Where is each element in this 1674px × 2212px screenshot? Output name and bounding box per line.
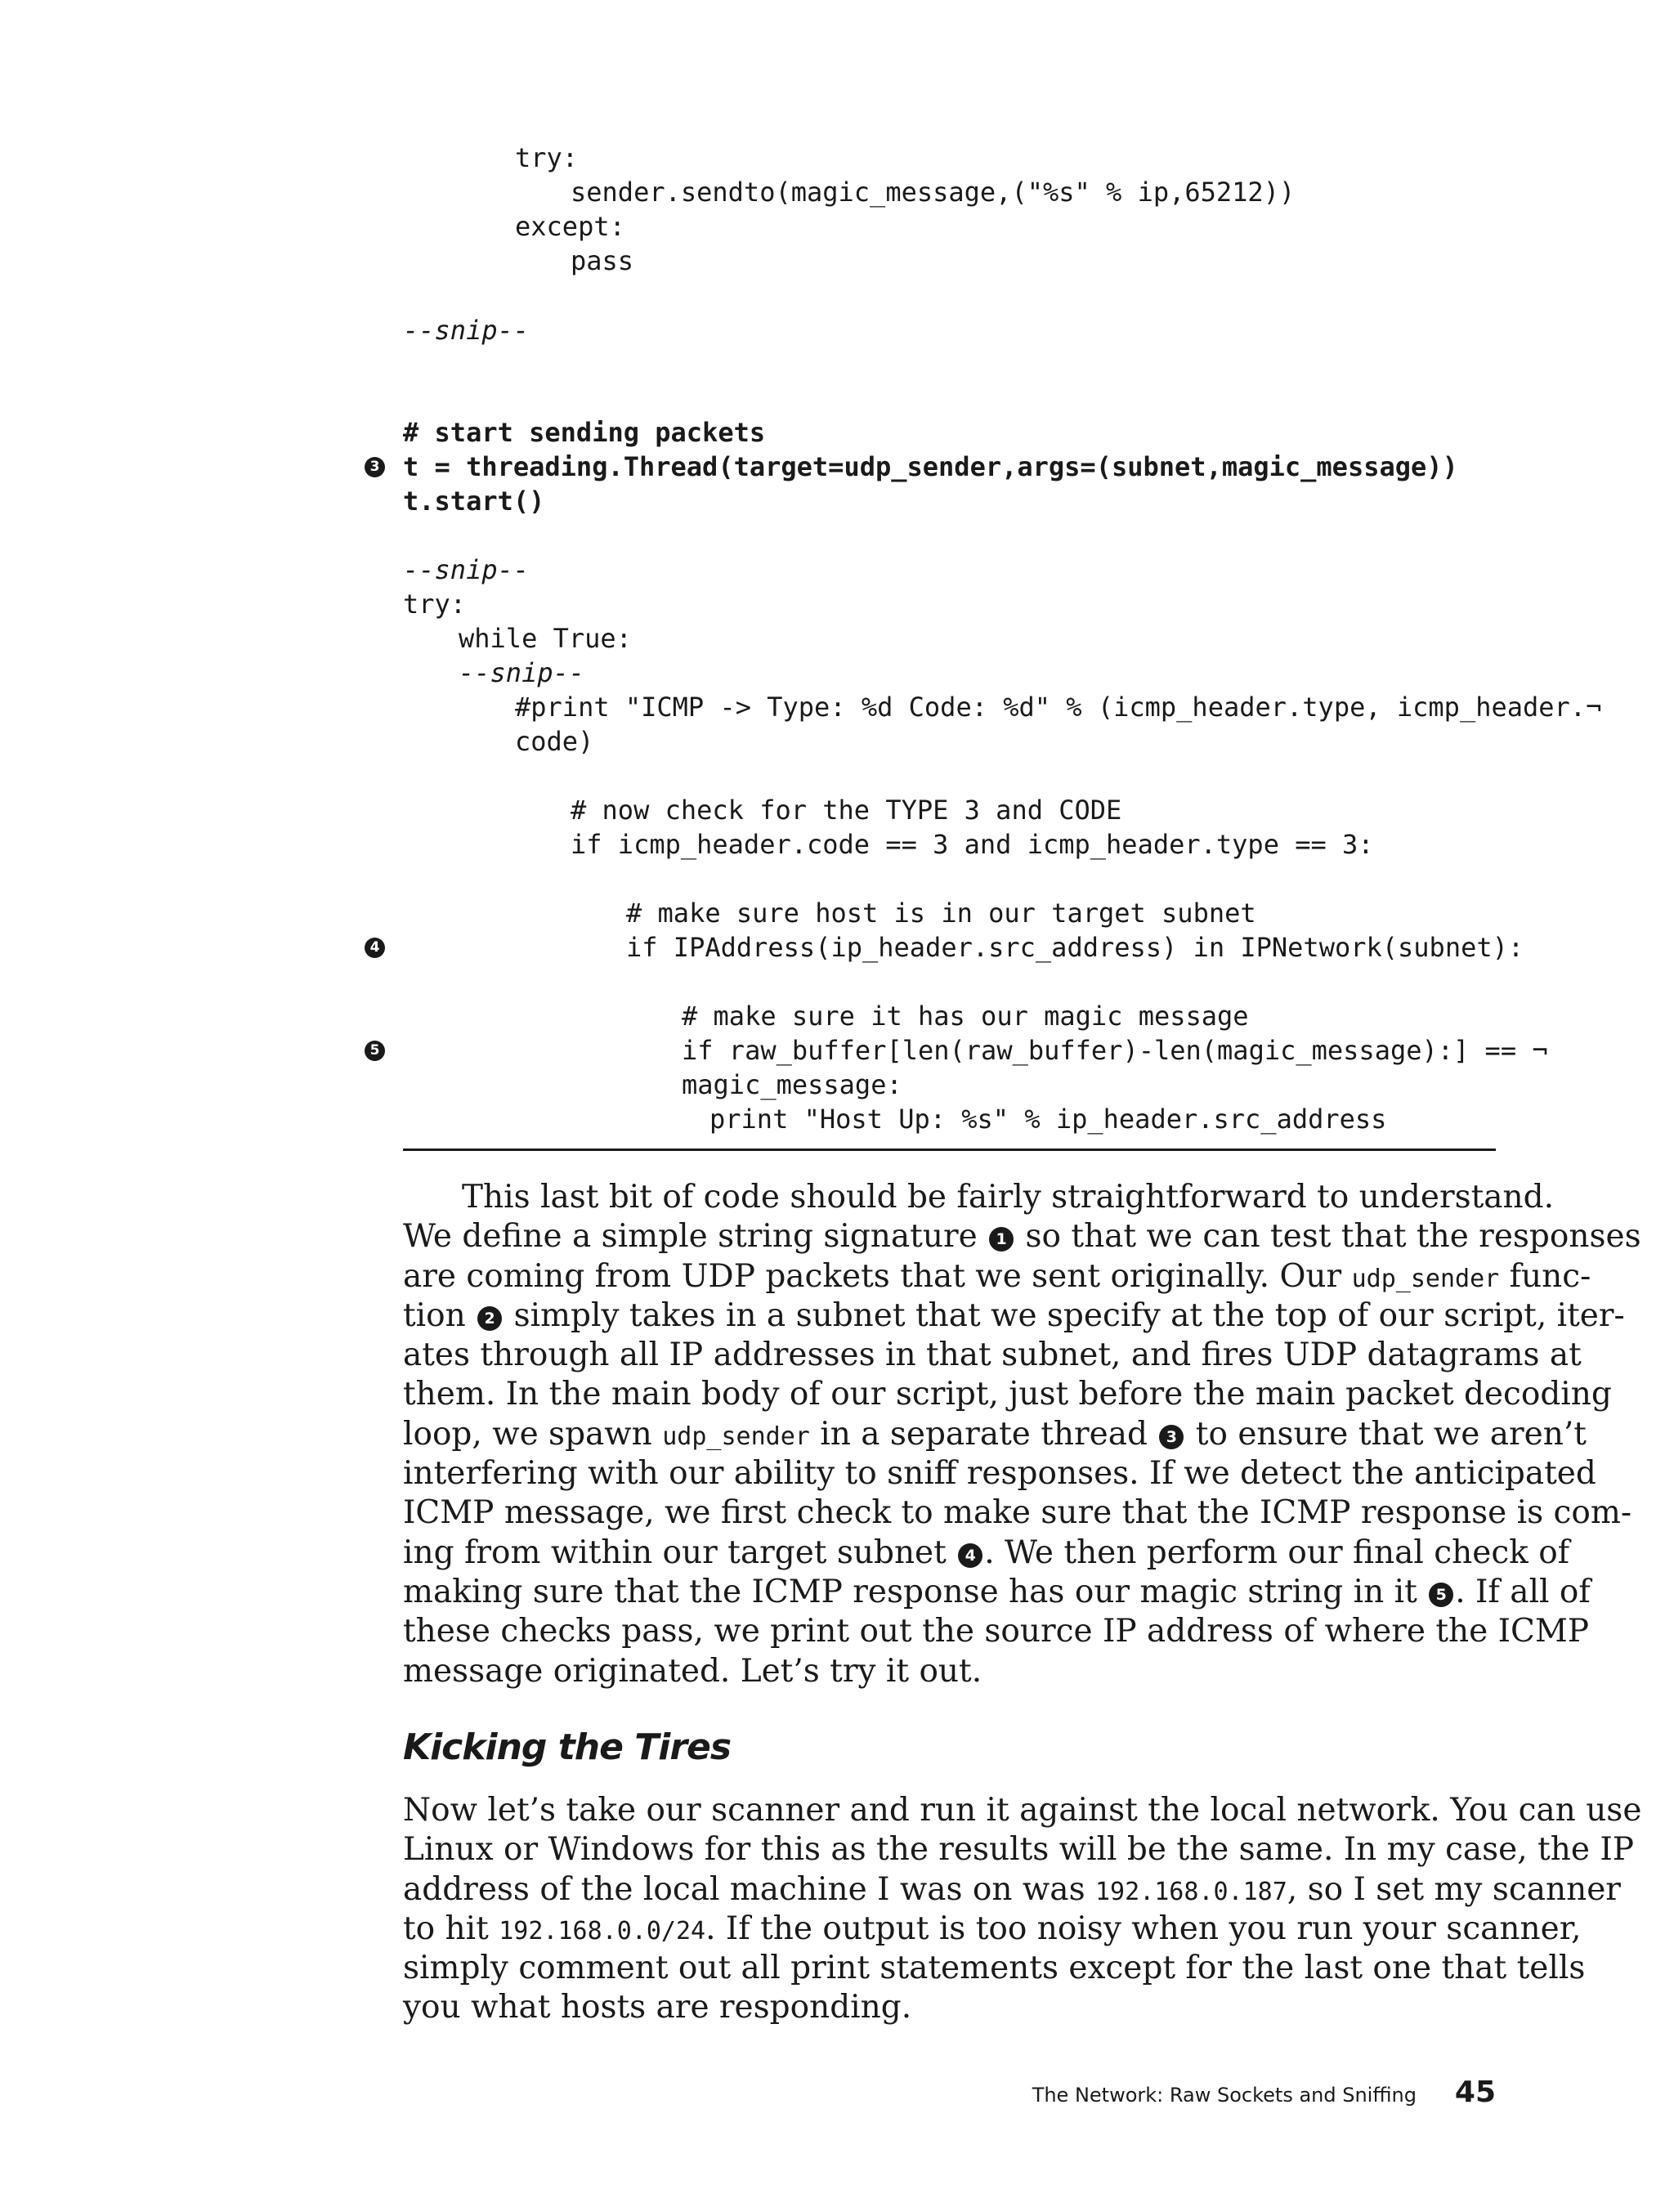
- callout-marker-3: 3: [365, 457, 385, 477]
- code-line: while True:: [459, 623, 632, 654]
- text-line: you what hosts are responding.: [403, 1989, 912, 2026]
- text-line: Now let’s take our scanner and run it against the local network. You can use: [403, 1792, 1642, 1829]
- code-line: t = threading.Thread(target=udp_sender,args=(subnet,magic_message)): [403, 451, 1458, 482]
- code-line: pass: [571, 245, 634, 276]
- text-line: these checks pass, we print out the source IP address of where the ICMP: [403, 1613, 1590, 1650]
- code-divider: [403, 1149, 1496, 1151]
- page-number: 45: [1454, 2075, 1496, 2109]
- snip-marker: --snip--: [459, 657, 585, 688]
- text-line: interfering with our ability to sniff responses. If we detect the anticipated: [403, 1455, 1596, 1493]
- code-line: except:: [515, 211, 625, 242]
- text-line: loop, we spawn udp_sender in a separate thread 3 to ensure that we aren’t: [403, 1415, 1587, 1453]
- section-heading: Kicking the Tires: [403, 1726, 732, 1768]
- code-line: code): [515, 726, 594, 757]
- code-line: if IPAddress(ip_header.src_address) in IPNetwork(subnet):: [626, 932, 1524, 963]
- text-line: to hit 192.168.0.0/24. If the output is too noisy when you run your scanner,: [403, 1910, 1582, 1947]
- inline-code: 192.168.0.0/24: [499, 1916, 706, 1946]
- callout-marker-4: 4: [365, 938, 385, 958]
- text-line: This last bit of code should be fairly straightforward to understand.: [462, 1179, 1555, 1216]
- text-line: ing from within our target subnet 4 . We then perform our final check of: [403, 1534, 1570, 1571]
- code-line: sender.sendto(magic_message,("%s" % ip,65212)): [571, 177, 1296, 208]
- code-line: if raw_buffer[len(raw_buffer)-len(magic_message):] == ¬: [682, 1035, 1548, 1066]
- text-line: Linux or Windows for this as the results will be the same. In my case, the IP: [403, 1831, 1634, 1869]
- text-line: ICMP message, we first check to make sure that the ICMP response is com-: [403, 1494, 1632, 1532]
- code-line: t.start(): [403, 486, 545, 517]
- text-line: making sure that the ICMP response has our magic string in it 5 . If all of: [403, 1573, 1591, 1610]
- code-line: #print "ICMP -> Type: %d Code: %d" % (icmp_header.type, icmp_header.¬: [515, 692, 1602, 723]
- code-line: # make sure host is in our target subnet: [626, 898, 1256, 929]
- code-line: # now check for the TYPE 3 and CODE: [571, 795, 1122, 826]
- text-line: address of the local machine I was on was 192.168.0.187, so I set my scanner: [403, 1870, 1621, 1908]
- snip-marker: --snip--: [403, 554, 530, 585]
- code-line: [403, 553, 529, 587]
- code-line: print "Host Up: %s" % ip_header.src_address: [709, 1104, 1387, 1135]
- text-line: are coming from UDP packets that we sent originally. Our udp_sender func-: [403, 1257, 1591, 1295]
- code-line: try:: [515, 142, 579, 173]
- callout-marker-5: 5: [1429, 1583, 1453, 1607]
- inline-code: udp_sender: [662, 1422, 810, 1451]
- text-line: tion 2 simply takes in a subnet that we specify at the top of our script, iter-: [403, 1296, 1625, 1334]
- callout-marker-2: 2: [477, 1306, 502, 1331]
- running-footer-title: The Network: Raw Sockets and Sniffing: [1032, 2084, 1417, 2107]
- callout-marker-5: 5: [365, 1041, 385, 1061]
- paragraph-explanation: [403, 1178, 1641, 1691]
- code-line: try:: [403, 589, 467, 620]
- inline-code: 192.168.0.187: [1094, 1877, 1287, 1906]
- callout-marker-4: 4: [958, 1543, 982, 1568]
- text-line: We define a simple string signature 1 so that we can test that the responses: [403, 1218, 1641, 1256]
- code-line: [459, 656, 584, 690]
- text-line: simply comment out all print statements except for the last one that tells: [403, 1950, 1586, 1987]
- inline-code: udp_sender: [1351, 1264, 1500, 1293]
- text-line: them. In the main body of our script, just before the main packet decoding: [403, 1376, 1612, 1413]
- code-line: # make sure it has our magic message: [682, 1001, 1249, 1032]
- code-line: magic_message:: [682, 1069, 902, 1100]
- paragraph-kicking-tires: [403, 1791, 1642, 2028]
- text-line: message originated. Let’s try it out.: [403, 1652, 982, 1690]
- code-line: [403, 313, 529, 347]
- snip-marker: --snip--: [403, 315, 530, 346]
- text-line: ates through all IP addresses in that subnet, and fires UDP datagrams at: [403, 1337, 1582, 1374]
- callout-marker-3: 3: [1159, 1425, 1184, 1449]
- code-line: if icmp_header.code == 3 and icmp_header.type == 3:: [571, 829, 1374, 860]
- callout-marker-1: 1: [989, 1227, 1014, 1252]
- code-line: # start sending packets: [403, 417, 766, 448]
